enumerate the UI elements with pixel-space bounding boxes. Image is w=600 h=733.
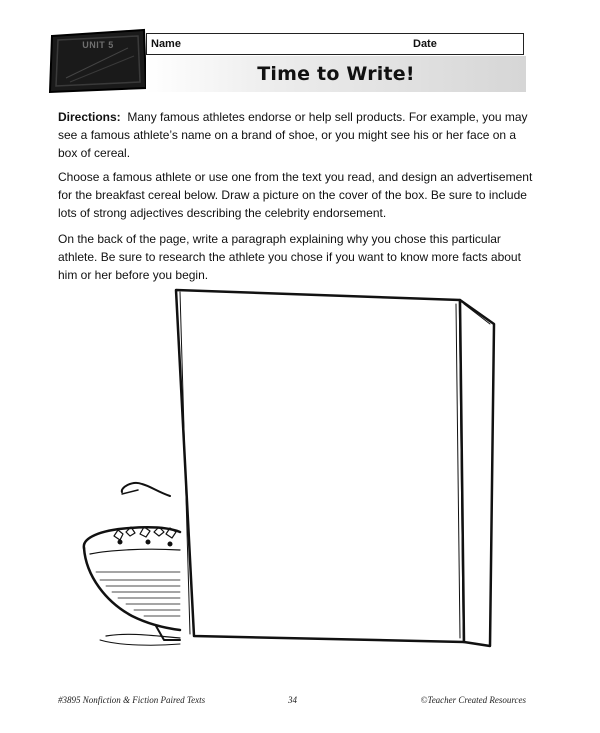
page-title: Time to Write! (257, 63, 415, 85)
unit-label: UNIT 5 (82, 40, 114, 50)
cereal-box-icon (176, 290, 494, 646)
directions-lead: Directions: (58, 110, 121, 124)
directions-text: Many famous athletes endorse or help sell products. For example, you may see a famous athlete’s name on a brand of shoe, or you might see his or her face on a box of cereal. (58, 110, 528, 160)
instructions-paragraph: Choose a famous athlete or use one from the text you read, and design an advertisement for the breakfast cereal below. Draw a picture on the cover of the box. Be sure to include lots of strong adjectives describing the celebrity endorsement. (58, 170, 533, 220)
title-band (146, 56, 526, 92)
cereal-bowl-icon (84, 483, 180, 645)
research-paragraph: On the back of the page, write a paragraph explaining why you chose this particular athlete. Be sure to research the athlete you chose if you want to know more facts about him or her before you begin. (58, 232, 521, 282)
chalkboard-icon (48, 28, 148, 94)
footer-publisher: ©Teacher Created Resources (420, 695, 526, 705)
date-label: Date (413, 38, 437, 50)
footer-page-number: 34 (288, 695, 297, 705)
directions-paragraph (58, 108, 534, 162)
cereal-illustration (60, 280, 540, 680)
name-label: Name (151, 38, 181, 50)
name-date-bar (146, 33, 524, 55)
footer-book-title: #3895 Nonfiction & Fiction Paired Texts (58, 695, 206, 705)
unit-badge (48, 28, 148, 94)
